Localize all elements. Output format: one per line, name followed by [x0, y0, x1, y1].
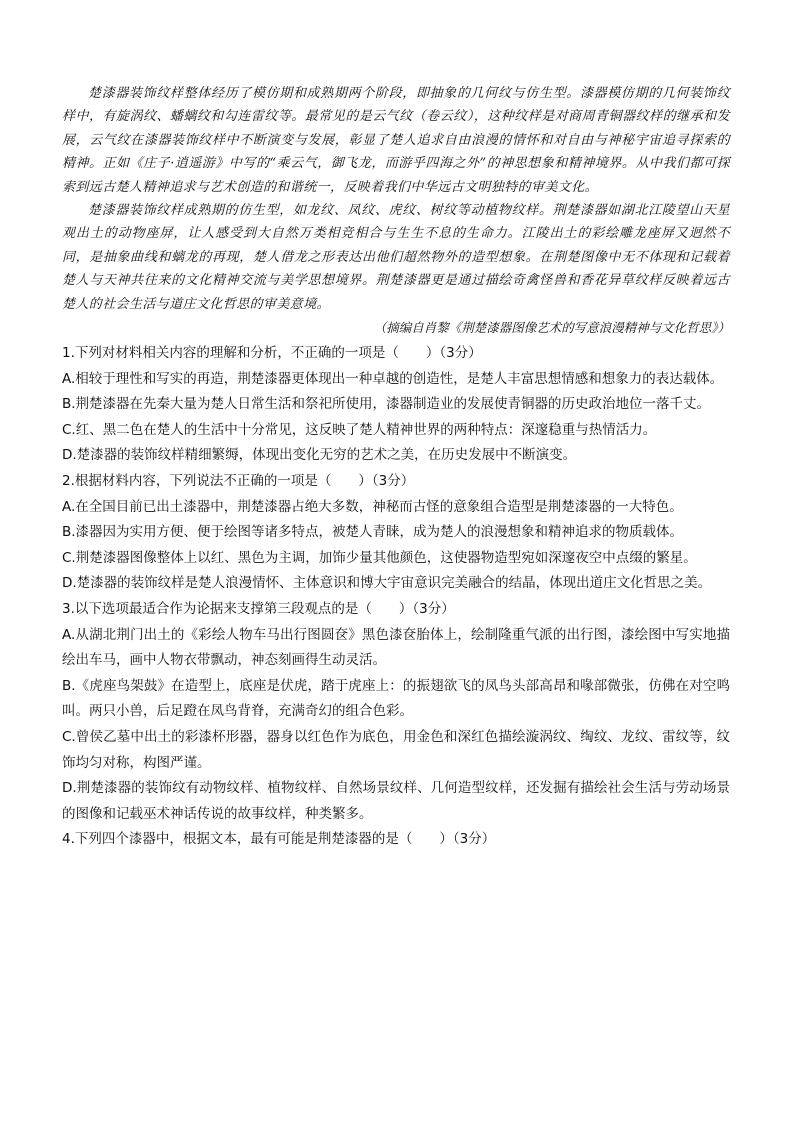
- option-c: C.曾侯乙墓中出土的彩漆杯形器，器身以红色作为底色，用金色和深红色描绘漩涡纹、绹纹、龙纹、雷纹等，纹饰均匀对称，构图严谨。: [62, 728, 730, 771]
- option-b: B.荆楚漆器在先秦大量为楚人日常生活和祭祀所使用，漆器制造业的发展使青铜器的历史政治地位一落千丈。: [62, 396, 711, 413]
- question-2: [62, 469, 730, 597]
- passage-paragraph: 楚漆器装饰纹样成熟期的仿生型，如龙纹、凤纹、虎纹、树纹等动植物纹样。荆楚漆器如湖北江陵望山天星观出土的动物座屏，让人感受到大自然万类相竞相合与生生不息的生命力。江陵出土的彩绘雕龙座屏又迥然不同，是抽象曲线和螭龙的再现，楚人借龙之形表达出他们超然物外的造型想象。在荆楚图像中无不体现和记载着楚人与天神共往来的文化精神交流与美学思想境界。荆楚漆器更是通过描绘奇禽怪兽和香花异草纹样反映着远古楚人的社会生活与道庄文化哲思的审美意境。: [62, 203, 730, 312]
- question-4: [62, 827, 730, 853]
- option-d: D.楚漆器的装饰纹样是楚人浪漫情怀、主体意识和博大宇宙意识完美融合的结晶，体现出道庄文化哲思之美。: [62, 575, 712, 592]
- question-stem: 1.下列对材料相关内容的理解和分析，不正确的一项是（ ）（3分）: [62, 345, 482, 362]
- option-a: A.在全国目前已出土漆器中，荆楚漆器占绝大多数，神秘而古怪的意象组合造型是荆楚漆器的一大特色。: [62, 498, 683, 515]
- option-b: B.《虎座鸟架鼓》在造型上，底座是伏虎，踏于虎座上：的振翅欲飞的凤鸟头部高昂和喙部微张，仿佛在对空鸣叫。两只小兽，后足蹬在凤鸟背脊，充满奇幻的组合色彩。: [62, 677, 730, 720]
- question-stem: 2.根据材料内容，下列说法不正确的一项是（ ）（3分）: [62, 473, 415, 490]
- source-citation: （摘编自肖黎《荆楚漆器图像艺术的写意浪漫精神与文化哲思》）: [373, 320, 730, 336]
- passage-paragraph: 楚漆器装饰纹样整体经历了模仿期和成熟期两个阶段，即抽象的几何纹与仿生型。漆器模仿期的几何装饰纹样中，有旋涡纹、蟠螭纹和勾连雷纹等。最常见的是云气纹（卷云纹），这种纹样是对商周青铜器纹样的继承和发展，云气纹在漆器装饰纹样中不断演变与发展，彰显了楚人追求自由浪漫的情怀和对自由与神秘宇宙追寻探索的精神。正如《庄子·逍遥游》中写的“乘云气，御飞龙，而游乎四海之外”的神思想象和精神境界。从中我们都可探索到远古楚人精神追求与艺术创造的和谐统一，反映着我们中华远古文明独特的审美文化。: [62, 86, 730, 195]
- question-stem: 3.以下选项最适合作为论据来支撑第三段观点的是（ ）（3分）: [62, 601, 455, 617]
- option-a: A.相较于理性和写实的再造，荆楚漆器更体现出一种卓越的创造性，是楚人丰富思想情感和想象力的表达载体。: [62, 370, 724, 387]
- question-3: [62, 597, 730, 827]
- question-1: [62, 341, 730, 469]
- option-a: A.从湖北荆门出土的《彩绘人物车马出行图圆奁》黑色漆奁胎体上，绘制隆重气派的出行图，漆绘图中写实地描绘出车马，画中人物衣带飘动，神态刻画得生动灵活。: [62, 626, 730, 669]
- option-d: D.荆楚漆器的装饰纹有动物纹样、植物纹样、自然场景纹样、几何造型纹样，还发掘有描绘社会生活与劳动场景的图像和记载巫术神话传说的故事纹样，种类繁多。: [62, 780, 730, 822]
- option-d: D.楚漆器的装饰纹样精细繁缛，体现出变化无穷的艺术之美，在历史发展中不断演变。: [62, 447, 577, 464]
- option-c: C.红、黑二色在楚人的生活中十分常见，这反映了楚人精神世界的两种特点：深邃稳重与热情活力。: [62, 421, 657, 438]
- exam-page: [62, 82, 730, 853]
- question-stem: 4.下列四个漆器中，根据文本，最有可能是荆楚漆器的是（ ）（3分）: [62, 831, 496, 848]
- option-b: B.漆器因为实用方便、便于绘图等诸多特点，被楚人青睐，成为楚人的浪漫想象和精神追求的物质载体。: [62, 524, 684, 541]
- option-c: C.荆楚漆器图像整体上以红、黑色为主调，加饰少量其他颜色，这使器物造型宛如深邃夜空中点缀的繁星。: [62, 549, 697, 566]
